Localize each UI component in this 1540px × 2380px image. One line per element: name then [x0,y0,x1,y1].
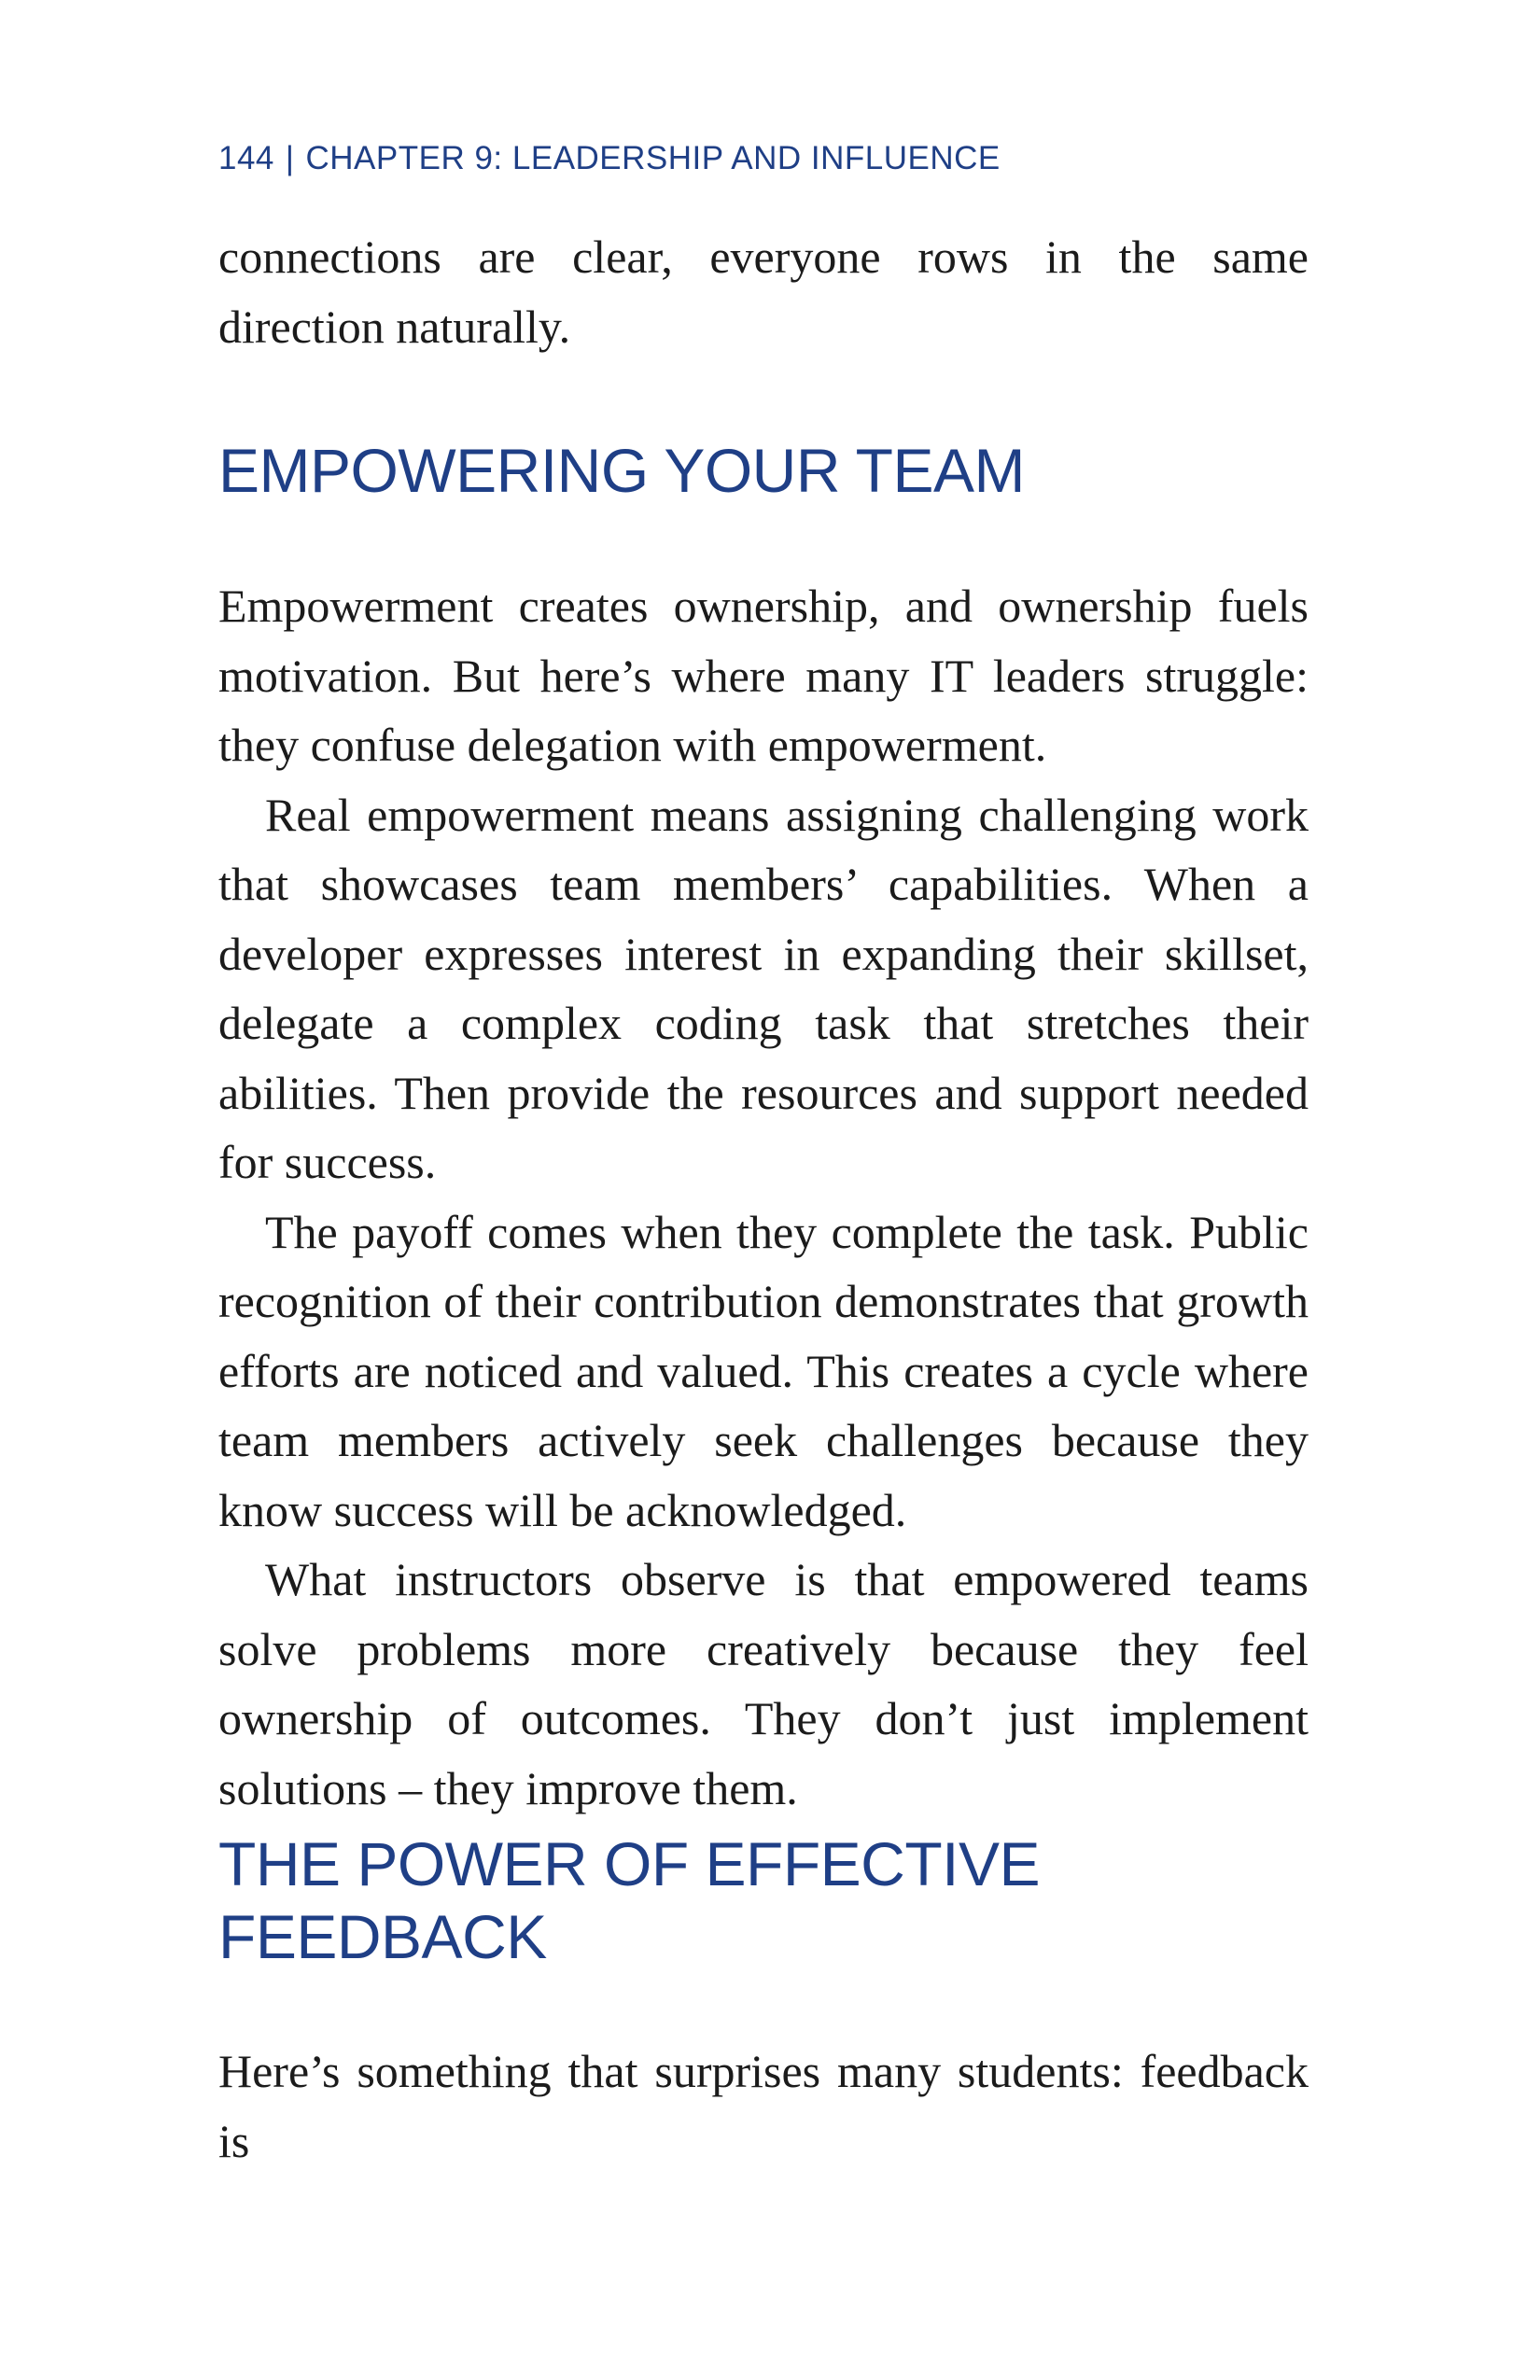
section-heading-empowering: EMPOWERING YOUR TEAM [218,436,1025,505]
page-number: 144 [218,140,274,176]
body-paragraph: The payoff comes when they complete the task. Public recognition of their contribution demonstrates that growth efforts are noticed and valued. This creates a cycle where team members actively seek challenges because they know success will be acknowledged. [218,1205,1309,1536]
header-separator: | [285,140,295,176]
intro-text [218,222,1309,361]
body-paragraph: What instructors observe is that empowered teams solve problems more creatively because they feel ownership of outcomes. They don’t just implement solutions – they improve them. [218,1553,1309,1814]
section-body-empowering [218,571,1309,1823]
section-body-feedback [218,2037,1309,2176]
heading-line: THE POWER OF EFFECTIVE [218,1829,1041,1898]
heading-line: FEEDBACK [218,1902,547,1971]
running-header [218,140,1001,177]
chapter-title: CHAPTER 9: LEADERSHIP AND INFLUENCE [305,140,1001,176]
body-paragraph: Empowerment creates ownership, and ownership fuels motivation. But here’s where many IT leaders struggle: they confuse delegation with empowerment. [218,580,1309,771]
intro-paragraph: connections are clear, everyone rows in the same direction naturally. [218,231,1309,353]
body-paragraph: Real empowerment means assigning challenging work that showcases team members’ capabilities. When a developer expresses interest in expanding their skillset, delegate a complex coding task that stretches their abilities. Then provide the resources and support needed for success. [218,788,1309,1188]
body-paragraph: Here’s something that surprises many students: feedback is [218,2045,1309,2167]
section-heading-feedback [218,1827,1309,1973]
